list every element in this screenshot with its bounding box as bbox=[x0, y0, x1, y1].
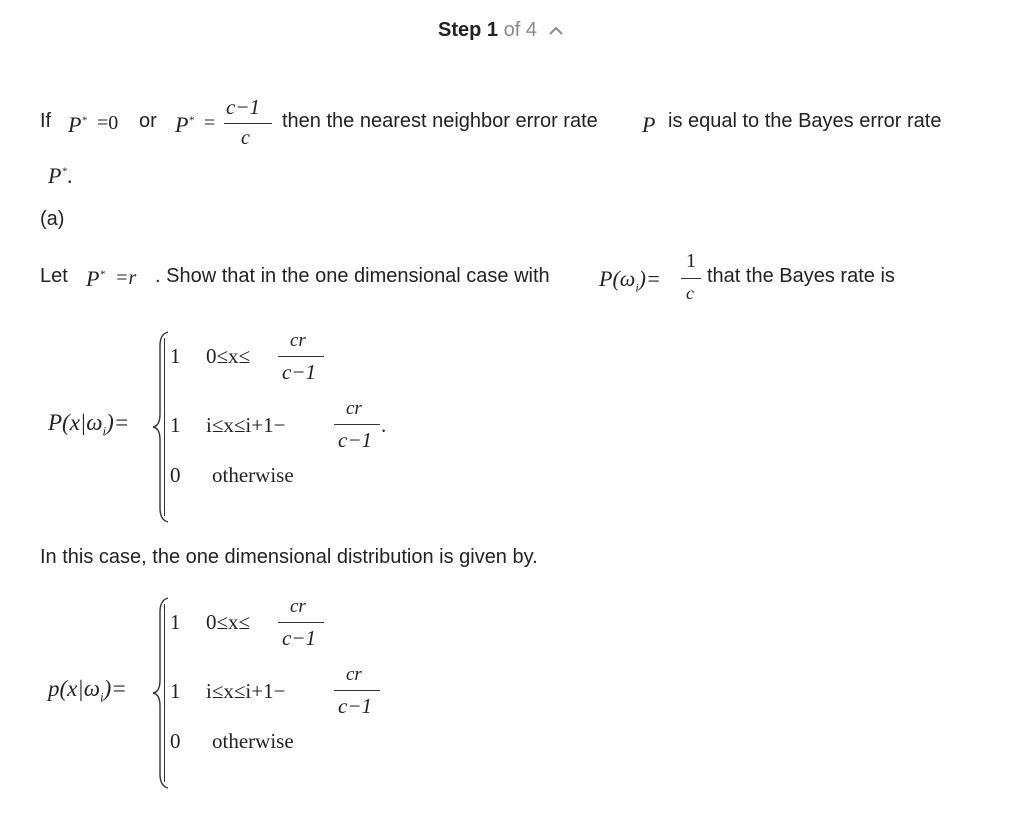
eq1-row3-value: 0 bbox=[170, 463, 181, 487]
eq2-cases-bar bbox=[164, 604, 165, 782]
fraction-bar bbox=[278, 622, 324, 623]
text-if: If bbox=[40, 110, 52, 132]
text-let: Let bbox=[40, 265, 68, 287]
text-distribution-given: In this case, the one dimensional distribution is given by. bbox=[40, 546, 538, 568]
eq1-row2-fraction bbox=[334, 398, 380, 458]
fraction-bar bbox=[681, 278, 701, 279]
fraction-c-minus-1-over-c bbox=[224, 95, 272, 155]
part-label-a: (a) bbox=[40, 208, 65, 230]
fraction-numerator: cr bbox=[346, 664, 362, 685]
math-p-star-2: P* bbox=[175, 112, 194, 137]
math-eq: = bbox=[204, 112, 216, 134]
fraction-denominator: c−1 bbox=[282, 360, 316, 384]
text-show-that: . Show that in the one dimensional case with bbox=[155, 265, 550, 287]
math-eq-zero: =0 bbox=[97, 112, 119, 134]
text-bayes-error: is equal to the Bayes error rate bbox=[668, 110, 942, 132]
eq2-row2-fraction bbox=[334, 664, 380, 724]
math-p-star: P* bbox=[68, 112, 87, 137]
math-eq-r: =r bbox=[115, 267, 137, 289]
math-prob-omega: $P(\omega_i)=$ bbox=[599, 266, 661, 295]
eq1-end-dot: . bbox=[381, 413, 387, 437]
eq1-lhs: $P(x|\omega_i)=$ bbox=[48, 410, 130, 439]
eq1-row2-condition: i≤x≤i+1− bbox=[206, 413, 286, 437]
math-p: P bbox=[642, 112, 656, 137]
fraction-bar bbox=[278, 356, 324, 357]
fraction-numerator: cr bbox=[346, 398, 362, 419]
text-nn-error: then the nearest neighbor error rate bbox=[282, 110, 598, 132]
fraction-numerator: c−1 bbox=[226, 95, 260, 119]
eq1-row2-value: 1 bbox=[170, 413, 181, 437]
step-label: Step bbox=[438, 19, 482, 41]
fraction-denominator: c bbox=[241, 127, 250, 149]
eq1-row3-condition: otherwise bbox=[212, 463, 294, 487]
step-header[interactable] bbox=[438, 19, 565, 42]
chevron-up-icon[interactable] bbox=[547, 22, 565, 40]
fraction-denominator: c−1 bbox=[338, 428, 372, 452]
fraction-denominator: c−1 bbox=[338, 694, 372, 718]
step-current: 1 bbox=[486, 19, 499, 41]
text-or: or bbox=[139, 110, 157, 132]
fraction-numerator: cr bbox=[290, 330, 306, 351]
math-p-star-3: P* bbox=[86, 266, 105, 291]
fraction-denominator: c bbox=[686, 283, 694, 303]
step-total: of 4 bbox=[503, 19, 537, 41]
text-bayes-rate: that the Bayes rate is bbox=[707, 265, 895, 287]
eq2-row1-value: 1 bbox=[170, 610, 181, 634]
eq1-row1-value: 1 bbox=[170, 344, 181, 368]
math-p-star-tail: P*. bbox=[48, 163, 73, 188]
eq1-row1-condition: 0≤x≤ bbox=[206, 344, 251, 368]
eq1-brace bbox=[150, 330, 172, 524]
fraction-bar bbox=[224, 123, 272, 124]
eq1-cases-bar bbox=[164, 338, 165, 516]
eq2-row1-condition: 0≤x≤ bbox=[206, 610, 251, 634]
eq2-lhs: $p(x|\omega_i)=$ bbox=[48, 676, 127, 705]
eq2-row3-value: 0 bbox=[170, 729, 181, 753]
fraction-1-over-c bbox=[681, 250, 701, 312]
eq2-row3-condition: otherwise bbox=[212, 729, 294, 753]
fraction-numerator: 1 bbox=[686, 250, 696, 272]
fraction-denominator: c−1 bbox=[282, 626, 316, 650]
fraction-numerator: cr bbox=[290, 596, 306, 617]
fraction-bar bbox=[334, 690, 380, 691]
eq1-row1-fraction bbox=[278, 330, 324, 390]
eq2-row1-fraction bbox=[278, 596, 324, 656]
fraction-bar bbox=[334, 424, 380, 425]
eq2-row2-value: 1 bbox=[170, 679, 181, 703]
eq2-row2-condition: i≤x≤i+1− bbox=[206, 679, 286, 703]
eq2-brace bbox=[150, 596, 172, 790]
